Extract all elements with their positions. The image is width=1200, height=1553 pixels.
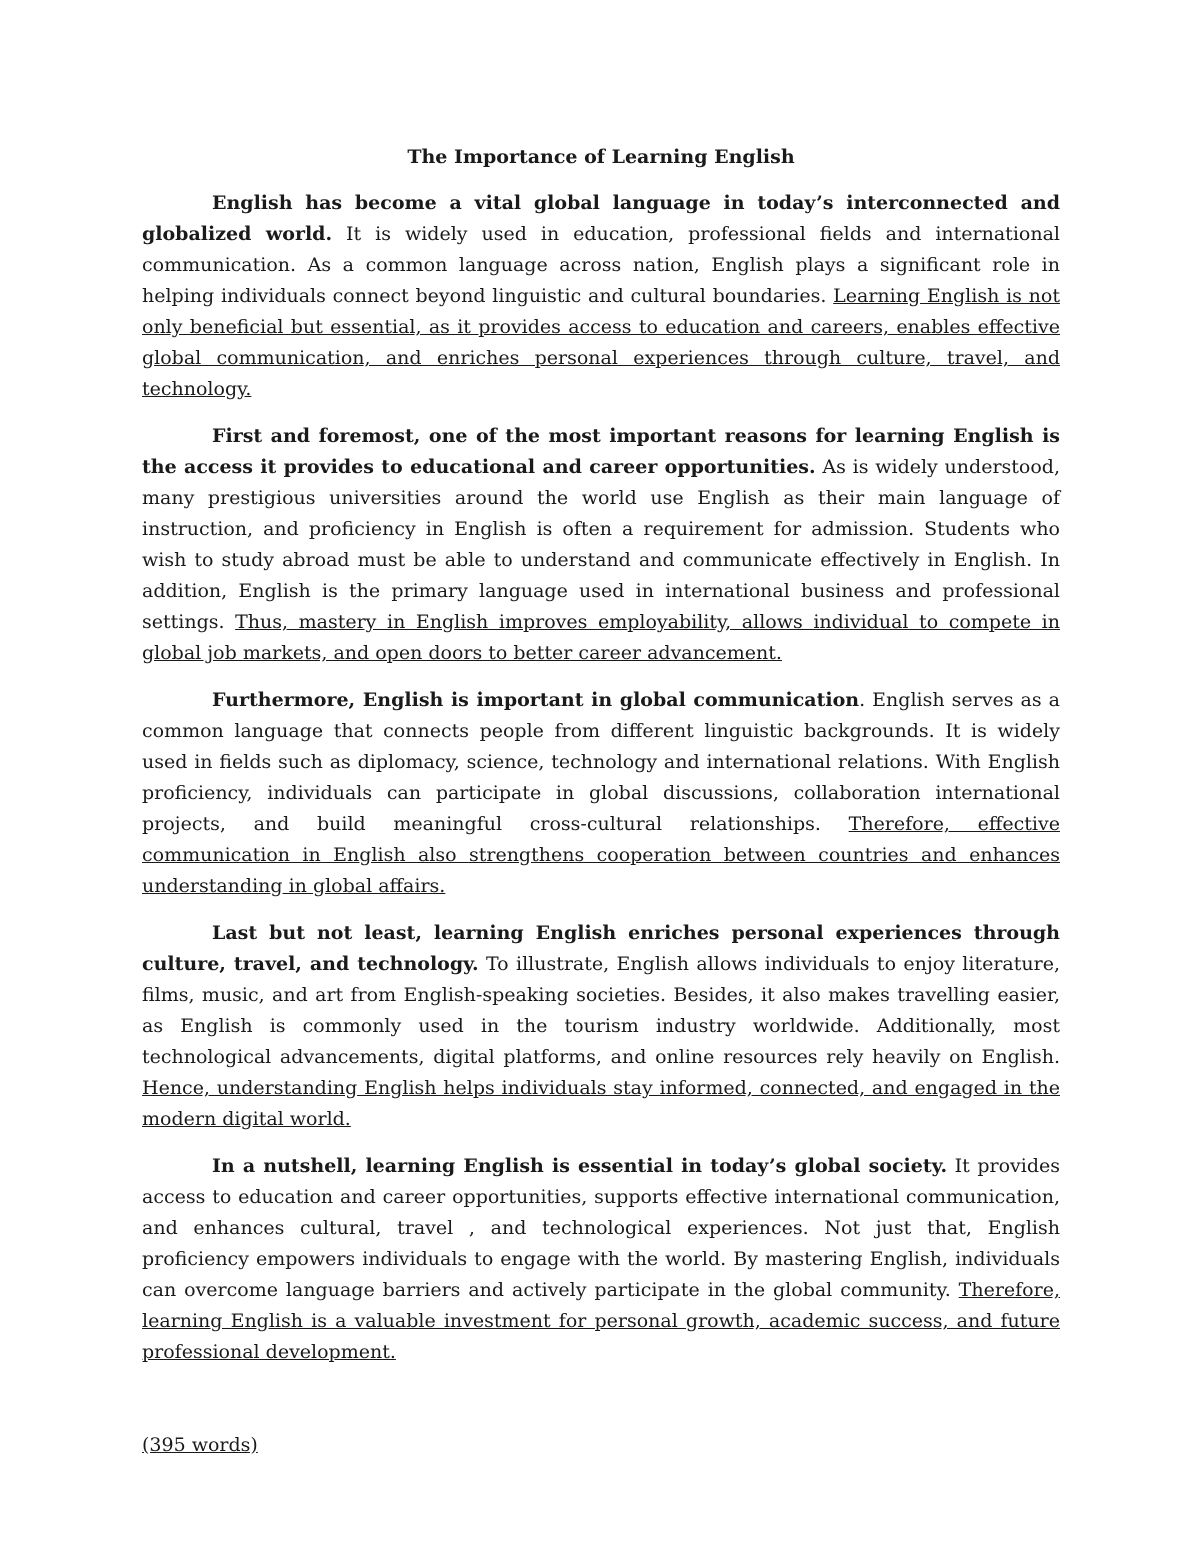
word-count: (395 words) <box>142 1434 258 1456</box>
intro-underlined-text: Learning English is not only beneficial but essential, as it provides access to education and careers, enables effective global communication, and enriches personal experiences through culture, travel, and technology. <box>142 285 1060 400</box>
conclusion-body-text: It provides access to education and career opportunities, supports effective international communication, and enhances cultural, travel , and technological experiences. Not just that, English proficiency empowers individuals to engage with the world. By mastering English, individuals can overcome language barriers and actively participate in the global community. <box>142 1155 1060 1301</box>
education-topic-bold: First and foremost, one of the most important reasons for learning English is the access it provides to educational and career opportunities. <box>142 425 1060 478</box>
paragraph-education-career <box>142 421 1060 669</box>
intro-thesis-bold: English has become a vital global language in today’s interconnected and globalized world. <box>142 192 1060 245</box>
experiences-underlined-text: Hence, understanding English helps individuals stay informed, connected, and engaged in the modern digital world. <box>142 1077 1060 1130</box>
communication-topic-bold: Furthermore, English is important in global communication <box>212 689 860 711</box>
communication-underlined-text: Therefore, effective communication in English also strengthens cooperation between countries and enhances understanding in global affairs. <box>142 813 1060 897</box>
education-underlined-text: Thus, mastery in English improves employability, allows individual to compete in global job markets, and open doors to better career advancement. <box>142 611 1060 664</box>
communication-body-text: . English serves as a common language that connects people from different linguistic backgrounds. It is widely used in fields such as diplomacy, science, technology and international relations. With English proficiency, individuals can participate in global discussions, collaboration international projects, and build meaningful cross-cultural relationships. <box>142 689 1060 835</box>
conclusion-underlined-text: Therefore, learning English is a valuable investment for personal growth, academic success, and future professional development. <box>142 1279 1060 1363</box>
document-title: The Importance of Learning English <box>407 146 795 168</box>
paragraph-introduction <box>142 188 1060 405</box>
experiences-body-text: To illustrate, English allows individuals to enjoy literature, films, music, and art from English-speaking societies. Besides, it also makes travelling easier, as English is commonly used in the tourism industry worldwide. Additionally, most technological advancements, digital platforms, and online resources rely heavily on English. <box>142 953 1060 1068</box>
paragraph-personal-experiences <box>142 918 1060 1135</box>
conclusion-topic-bold: In a nutshell, learning English is essential in today’s global society. <box>212 1155 948 1177</box>
education-body-text: As is widely understood, many prestigious universities around the world use English as their main language of instruction, and proficiency in English is often a requirement for admission. Students who wish to study abroad must be able to understand and communicate effectively in English. In addition, English is the primary language used in international business and professional settings. <box>142 456 1060 633</box>
experiences-topic-bold: Last but not least, learning English enriches personal experiences through culture, travel, and technology. <box>142 922 1060 975</box>
document-page <box>142 140 1060 1461</box>
paragraph-global-communication <box>142 685 1060 902</box>
intro-body-text: It is widely used in education, professional fields and international communication. As a common language across nation, English plays a significant role in helping individuals connect beyond linguistic and cultural boundaries. <box>142 223 1060 307</box>
paragraph-conclusion <box>142 1151 1060 1368</box>
